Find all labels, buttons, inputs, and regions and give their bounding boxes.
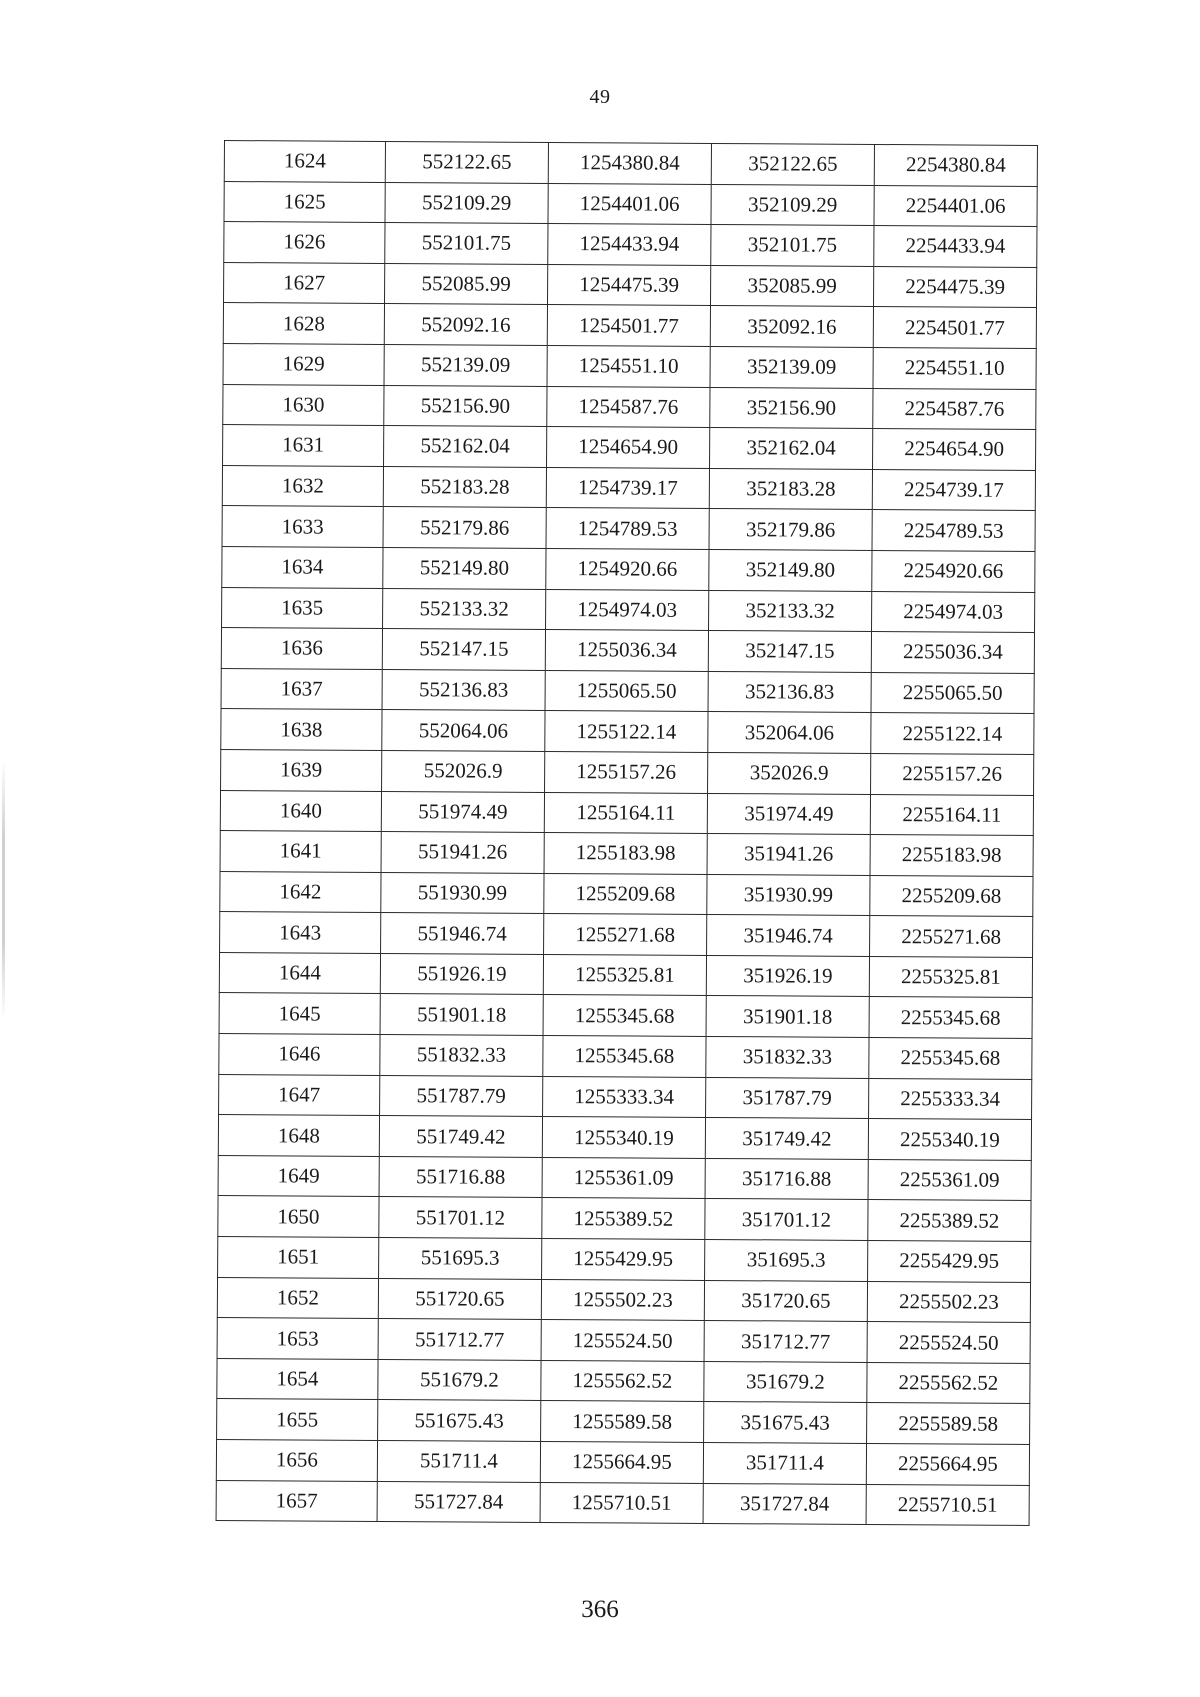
x1-cell: 551711.4 <box>377 1440 540 1482</box>
x2-cell: 352109.29 <box>711 184 874 226</box>
table-row <box>220 871 1033 917</box>
table-row <box>220 790 1033 836</box>
y2-cell: 2255065.50 <box>871 672 1034 714</box>
x2-cell: 351787.79 <box>706 1077 869 1119</box>
y1-cell: 1254789.53 <box>546 508 709 550</box>
x1-cell: 551941.26 <box>381 832 544 874</box>
y1-cell: 1255664.95 <box>540 1441 703 1483</box>
point-id-cell: 1647 <box>219 1074 380 1116</box>
y1-cell: 1255361.09 <box>542 1157 705 1199</box>
x1-cell: 551832.33 <box>380 1035 543 1077</box>
x1-cell: 552101.75 <box>385 223 548 265</box>
point-id-cell: 1656 <box>216 1439 377 1481</box>
x1-cell: 552085.99 <box>385 263 548 305</box>
y1-cell: 1255502.23 <box>541 1279 704 1321</box>
y1-cell: 1254920.66 <box>546 548 709 590</box>
x2-cell: 351679.2 <box>704 1361 867 1403</box>
y2-cell: 2255389.52 <box>868 1200 1031 1242</box>
x2-cell: 351946.74 <box>707 915 870 957</box>
y1-cell: 1254475.39 <box>547 264 710 306</box>
scan-edge-artifact <box>2 760 5 1020</box>
x1-cell: 552109.29 <box>385 182 548 224</box>
y1-cell: 1254587.76 <box>547 386 710 428</box>
coordinates-table-body <box>216 141 1037 1526</box>
x1-cell: 551787.79 <box>380 1075 543 1117</box>
x2-cell: 351712.77 <box>704 1321 867 1363</box>
point-id-cell: 1631 <box>223 425 384 467</box>
point-id-cell: 1635 <box>222 587 383 629</box>
x1-cell: 551749.42 <box>379 1116 542 1158</box>
y2-cell: 2255183.98 <box>870 835 1033 877</box>
y1-cell: 1255710.51 <box>540 1482 703 1524</box>
page-number-bottom: 366 <box>581 1596 619 1623</box>
x2-cell: 352092.16 <box>710 306 873 348</box>
table-row <box>222 587 1035 633</box>
x1-cell: 552147.15 <box>382 629 545 671</box>
x2-cell: 352026.9 <box>708 752 871 794</box>
point-id-cell: 1624 <box>224 141 385 183</box>
table-row <box>224 181 1037 227</box>
y1-cell: 1255036.34 <box>545 630 708 672</box>
table-row <box>218 1115 1031 1161</box>
x1-cell: 552183.28 <box>383 466 546 508</box>
y1-cell: 1255209.68 <box>544 873 707 915</box>
y2-cell: 2254433.94 <box>874 226 1037 268</box>
y2-cell: 2254475.39 <box>873 266 1036 308</box>
x1-cell: 552026.9 <box>382 750 545 792</box>
x1-cell: 552122.65 <box>385 141 548 183</box>
point-id-cell: 1655 <box>217 1399 378 1441</box>
point-id-cell: 1628 <box>223 303 384 345</box>
y1-cell: 1255122.14 <box>545 711 708 753</box>
x2-cell: 352179.86 <box>709 509 872 551</box>
y2-cell: 2255122.14 <box>871 713 1034 755</box>
y1-cell: 1254974.03 <box>546 589 709 631</box>
table-row <box>217 1277 1030 1323</box>
y1-cell: 1255589.58 <box>541 1401 704 1443</box>
x2-cell: 352085.99 <box>710 265 873 307</box>
point-id-cell: 1657 <box>216 1480 377 1522</box>
x2-cell: 351727.84 <box>703 1483 866 1525</box>
table-row <box>218 1196 1031 1242</box>
table-row <box>217 1399 1030 1445</box>
x2-cell: 351749.42 <box>705 1118 868 1160</box>
x2-cell: 352064.06 <box>708 712 871 754</box>
point-id-cell: 1649 <box>218 1155 379 1197</box>
table-row <box>223 303 1036 349</box>
y2-cell: 2255710.51 <box>866 1484 1029 1526</box>
x2-cell: 351832.33 <box>706 1037 869 1079</box>
x2-cell: 351930.99 <box>707 874 870 916</box>
x2-cell: 352101.75 <box>711 225 874 267</box>
point-id-cell: 1626 <box>224 222 385 264</box>
table-row <box>223 425 1036 471</box>
y2-cell: 2255325.81 <box>869 956 1032 998</box>
y2-cell: 2255340.19 <box>868 1119 1031 1161</box>
table-row <box>221 749 1034 795</box>
y2-cell: 2254587.76 <box>873 388 1036 430</box>
x2-cell: 351701.12 <box>705 1199 868 1241</box>
y1-cell: 1254380.84 <box>548 142 711 184</box>
table-row <box>224 222 1037 268</box>
y2-cell: 2255036.34 <box>871 632 1034 674</box>
y1-cell: 1255345.68 <box>543 995 706 1037</box>
x1-cell: 552179.86 <box>383 507 546 549</box>
x1-cell: 551695.3 <box>379 1237 542 1279</box>
y1-cell: 1255524.50 <box>541 1320 704 1362</box>
table-row <box>222 546 1035 592</box>
x1-cell: 552092.16 <box>384 304 547 346</box>
y1-cell: 1255389.52 <box>542 1198 705 1240</box>
x1-cell: 551974.49 <box>381 791 544 833</box>
x1-cell: 551930.99 <box>381 872 544 914</box>
y2-cell: 2255333.34 <box>869 1078 1032 1120</box>
x2-cell: 351675.43 <box>704 1402 867 1444</box>
point-id-cell: 1650 <box>218 1196 379 1238</box>
y2-cell: 2254920.66 <box>872 550 1035 592</box>
x1-cell: 552162.04 <box>384 426 547 468</box>
point-id-cell: 1630 <box>223 384 384 426</box>
point-id-cell: 1627 <box>224 262 385 304</box>
x2-cell: 351941.26 <box>707 834 870 876</box>
x2-cell: 351711.4 <box>703 1442 866 1484</box>
y2-cell: 2255664.95 <box>866 1443 1029 1485</box>
x2-cell: 351720.65 <box>704 1280 867 1322</box>
x1-cell: 552139.09 <box>384 344 547 386</box>
point-id-cell: 1652 <box>217 1277 378 1319</box>
y2-cell: 2255345.68 <box>869 1038 1032 1080</box>
x2-cell: 352133.32 <box>709 590 872 632</box>
y2-cell: 2254501.77 <box>873 307 1036 349</box>
y2-cell: 2255361.09 <box>868 1159 1031 1201</box>
table-row <box>224 262 1037 308</box>
coordinates-table-container <box>216 140 1038 1526</box>
table-row <box>223 343 1036 389</box>
y1-cell: 1254433.94 <box>548 224 711 266</box>
x1-cell: 551701.12 <box>379 1197 542 1239</box>
table-row <box>217 1358 1030 1404</box>
x2-cell: 351716.88 <box>705 1158 868 1200</box>
x2-cell: 351974.49 <box>707 793 870 835</box>
point-id-cell: 1639 <box>221 749 382 791</box>
x1-cell: 551675.43 <box>378 1400 541 1442</box>
x1-cell: 552133.32 <box>383 588 546 630</box>
y1-cell: 1254401.06 <box>548 183 711 225</box>
y1-cell: 1254501.77 <box>547 305 710 347</box>
y1-cell: 1255562.52 <box>541 1360 704 1402</box>
x1-cell: 551926.19 <box>380 953 543 995</box>
x1-cell: 551727.84 <box>377 1481 540 1523</box>
table-row <box>218 1155 1031 1201</box>
y1-cell: 1255345.68 <box>543 1036 706 1078</box>
table-row <box>219 993 1032 1039</box>
x2-cell: 352147.15 <box>708 631 871 673</box>
coordinates-table <box>216 140 1038 1526</box>
y2-cell: 2255164.11 <box>870 794 1033 836</box>
table-row <box>218 1237 1031 1283</box>
y1-cell: 1254739.17 <box>546 467 709 509</box>
table-row <box>219 1034 1032 1080</box>
x2-cell: 352149.80 <box>709 549 872 591</box>
table-row <box>216 1439 1029 1485</box>
x1-cell: 552149.80 <box>383 547 546 589</box>
point-id-cell: 1645 <box>219 993 380 1035</box>
point-id-cell: 1638 <box>221 709 382 751</box>
y1-cell: 1255340.19 <box>542 1117 705 1159</box>
y2-cell: 2255502.23 <box>867 1281 1030 1323</box>
y1-cell: 1255164.11 <box>544 792 707 834</box>
point-id-cell: 1633 <box>222 506 383 548</box>
point-id-cell: 1640 <box>220 790 381 832</box>
point-id-cell: 1625 <box>224 181 385 223</box>
y2-cell: 2254401.06 <box>874 185 1037 227</box>
y2-cell: 2254789.53 <box>872 510 1035 552</box>
table-row <box>220 912 1033 958</box>
point-id-cell: 1634 <box>222 546 383 588</box>
y1-cell: 1255333.34 <box>543 1076 706 1118</box>
x1-cell: 551720.65 <box>378 1278 541 1320</box>
y2-cell: 2254654.90 <box>873 429 1036 471</box>
table-row <box>216 1480 1029 1526</box>
x2-cell: 352183.28 <box>709 468 872 510</box>
x2-cell: 352139.09 <box>710 346 873 388</box>
y1-cell: 1255183.98 <box>544 833 707 875</box>
y2-cell: 2255524.50 <box>867 1322 1030 1364</box>
point-id-cell: 1653 <box>217 1318 378 1360</box>
y2-cell: 2255345.68 <box>869 997 1032 1039</box>
x2-cell: 351926.19 <box>706 955 869 997</box>
table-row <box>221 628 1034 674</box>
x2-cell: 352162.04 <box>710 428 873 470</box>
point-id-cell: 1642 <box>220 871 381 913</box>
point-id-cell: 1643 <box>220 912 381 954</box>
x1-cell: 551946.74 <box>381 913 544 955</box>
x2-cell: 352136.83 <box>708 671 871 713</box>
table-row <box>223 384 1036 430</box>
point-id-cell: 1651 <box>218 1237 379 1279</box>
x1-cell: 551679.2 <box>378 1359 541 1401</box>
x1-cell: 552064.06 <box>382 710 545 752</box>
table-row <box>221 668 1034 714</box>
point-id-cell: 1637 <box>221 668 382 710</box>
page-number-top: 49 <box>589 86 611 108</box>
table-row <box>219 952 1032 998</box>
point-id-cell: 1644 <box>219 952 380 994</box>
y1-cell: 1255157.26 <box>545 751 708 793</box>
y1-cell: 1255065.50 <box>545 670 708 712</box>
x2-cell: 351695.3 <box>705 1239 868 1281</box>
y2-cell: 2255429.95 <box>868 1240 1031 1282</box>
y1-cell: 1254551.10 <box>547 345 710 387</box>
table-row <box>220 831 1033 877</box>
point-id-cell: 1654 <box>217 1358 378 1400</box>
y2-cell: 2254739.17 <box>872 469 1035 511</box>
point-id-cell: 1632 <box>222 465 383 507</box>
table-row <box>219 1074 1032 1120</box>
x1-cell: 551901.18 <box>380 994 543 1036</box>
y2-cell: 2255157.26 <box>871 753 1034 795</box>
y2-cell: 2254380.84 <box>874 144 1037 186</box>
point-id-cell: 1646 <box>219 1034 380 1076</box>
y1-cell: 1254654.90 <box>547 427 710 469</box>
point-id-cell: 1636 <box>221 628 382 670</box>
point-id-cell: 1629 <box>223 343 384 385</box>
y2-cell: 2254974.03 <box>872 591 1035 633</box>
table-row <box>222 506 1035 552</box>
y2-cell: 2255209.68 <box>870 875 1033 917</box>
x2-cell: 352122.65 <box>711 143 874 185</box>
y2-cell: 2254551.10 <box>873 347 1036 389</box>
table-row <box>217 1318 1030 1364</box>
point-id-cell: 1648 <box>218 1115 379 1157</box>
x1-cell: 551716.88 <box>379 1156 542 1198</box>
x2-cell: 352156.90 <box>710 387 873 429</box>
x1-cell: 552136.83 <box>382 669 545 711</box>
x1-cell: 551712.77 <box>378 1319 541 1361</box>
table-row <box>224 141 1037 187</box>
point-id-cell: 1641 <box>220 831 381 873</box>
x1-cell: 552156.90 <box>384 385 547 427</box>
y2-cell: 2255562.52 <box>867 1362 1030 1404</box>
table-row <box>222 465 1035 511</box>
y1-cell: 1255429.95 <box>542 1238 705 1280</box>
y1-cell: 1255271.68 <box>544 914 707 956</box>
y2-cell: 2255589.58 <box>867 1403 1030 1445</box>
y2-cell: 2255271.68 <box>870 916 1033 958</box>
y1-cell: 1255325.81 <box>543 954 706 996</box>
table-row <box>221 709 1034 755</box>
x2-cell: 351901.18 <box>706 996 869 1038</box>
